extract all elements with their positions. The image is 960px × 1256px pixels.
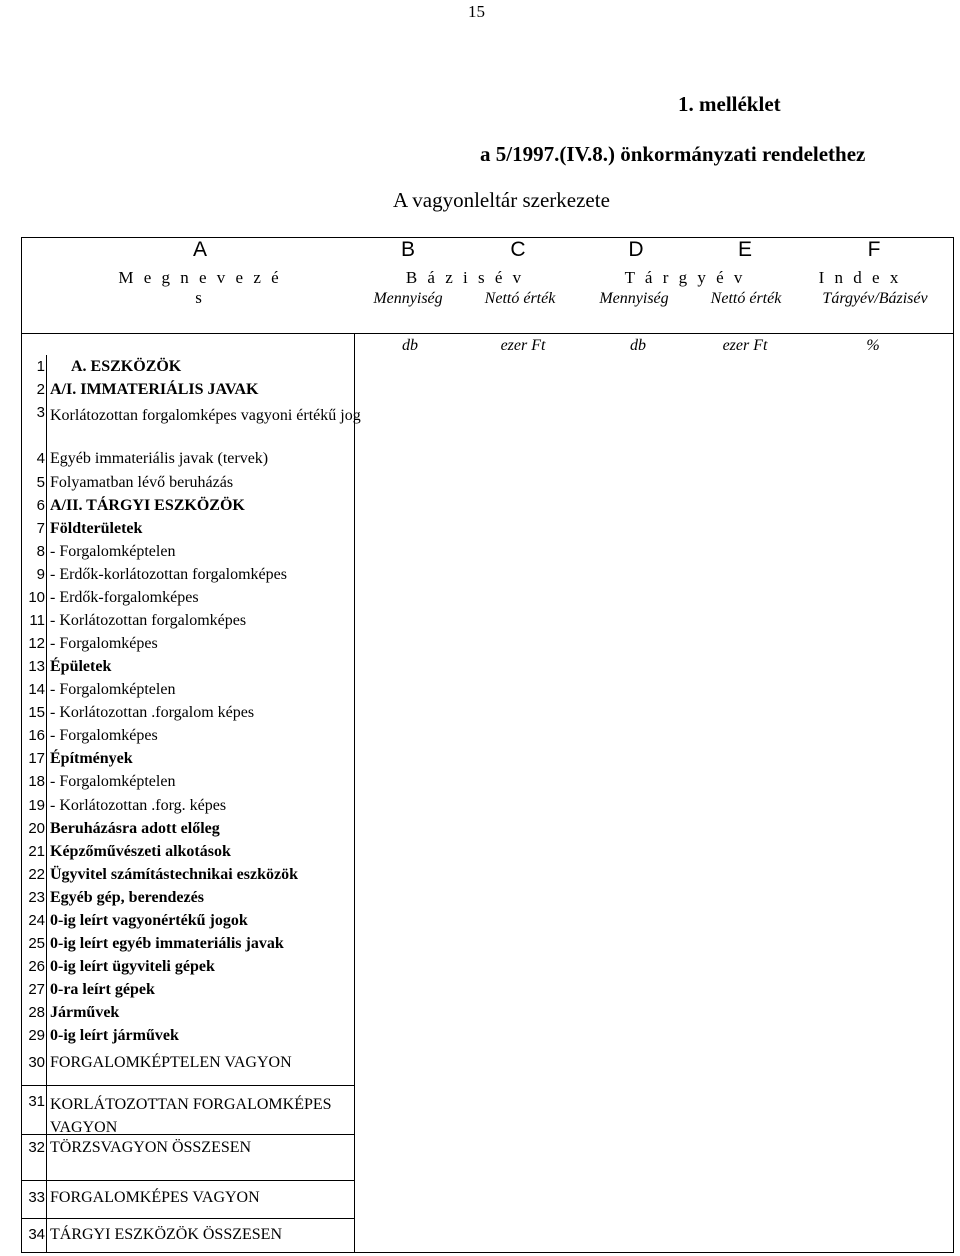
row-number: 20 <box>28 820 45 837</box>
column-letter-b: B <box>400 238 415 261</box>
row-number: 33 <box>28 1189 45 1206</box>
row-label: 0-ig leírt ügyviteli gépek <box>50 958 215 975</box>
row-number: 28 <box>28 1004 45 1021</box>
row-number: 19 <box>28 797 45 814</box>
row-number: 29 <box>28 1027 45 1044</box>
row-label: TÖRZSVAGYON ÖSSZESEN <box>50 1139 252 1156</box>
number-column-divider <box>46 355 47 1253</box>
row-number: 16 <box>28 727 45 744</box>
row-separator <box>21 1085 354 1086</box>
row-number: 23 <box>28 889 45 906</box>
row-label: - Forgalomképtelen <box>50 773 176 790</box>
row-label: 0-ig leírt járművek <box>50 1027 179 1044</box>
row-label: Járművek <box>50 1004 120 1021</box>
unit-index-percent: % <box>866 337 880 354</box>
row-number: 34 <box>28 1226 45 1243</box>
row-number: 5 <box>36 474 45 491</box>
row-number: 1 <box>36 358 45 375</box>
row-label: - Korlátozottan forgalomképes <box>50 612 247 629</box>
subheader-index-ratio: Tárgyév/Bázisév <box>822 290 928 307</box>
row-number: 32 <box>28 1139 45 1156</box>
column-letter-a: A <box>192 238 207 261</box>
row-number: 14 <box>28 681 45 698</box>
annex-label: 1. melléklet <box>678 92 781 116</box>
unit-base-net-value: ezer Ft <box>500 337 546 354</box>
header-bazis-ev: B á z i s é v <box>405 268 525 287</box>
row-number: 30 <box>28 1054 45 1071</box>
row-number: 9 <box>36 566 45 583</box>
row-label: Egyéb gép, berendezés <box>50 889 204 906</box>
row-label: Folyamatban lévő beruházás <box>50 474 234 491</box>
row-number: 7 <box>36 520 45 537</box>
column-letter-f: F <box>867 238 881 261</box>
row-label: Épületek <box>50 658 112 675</box>
row-label: - Forgalomképes <box>50 635 158 652</box>
row-separator <box>21 1218 354 1219</box>
row-number: 15 <box>28 704 45 721</box>
row-label: 0-ra leírt gépek <box>50 981 155 998</box>
column-letter-d: D <box>628 238 644 261</box>
row-number: 25 <box>28 935 45 952</box>
row-number: 27 <box>28 981 45 998</box>
row-number: 8 <box>36 543 45 560</box>
row-separator <box>21 1134 354 1135</box>
row-label: - Korlátozottan .forgalom képes <box>50 704 255 721</box>
header-index: I n d e x <box>818 268 902 287</box>
row-label: - Erdők-forgalomképes <box>50 589 199 606</box>
row-label: Korlátozottan forgalomképes vagyoni értékű jog <box>50 407 361 424</box>
decree-reference: a 5/1997.(IV.8.) önkormányzati rendelethez <box>480 142 866 166</box>
row-label: - Korlátozottan .forg. képes <box>50 797 227 814</box>
row-number: 24 <box>28 912 45 929</box>
row-number: 4 <box>36 450 45 467</box>
row-number: 6 <box>36 497 45 514</box>
row-label: Építmények <box>50 750 133 767</box>
row-number: 18 <box>28 773 45 790</box>
row-label: Egyéb immateriális javak (tervek) <box>50 450 269 467</box>
header-targy-ev: T á r g y é v <box>624 268 746 287</box>
row-label: FORGALOMKÉPES VAGYON <box>50 1189 260 1206</box>
row-label: - Forgalomképtelen <box>50 681 176 698</box>
row-separator <box>21 1180 354 1181</box>
row-label: - Forgalomképtelen <box>50 543 176 560</box>
row-number: 22 <box>28 866 45 883</box>
unit-current-quantity: db <box>630 337 646 354</box>
row-label: Képzőművészeti alkotások <box>50 843 231 860</box>
row-number: 11 <box>29 612 45 629</box>
row-label: - Erdők-korlátozottan forgalomképes <box>50 566 287 583</box>
header-megnevezes: M e g n e v e z é s <box>118 268 282 307</box>
row-number: 26 <box>28 958 45 975</box>
page-number: 15 <box>468 2 485 21</box>
unit-base-quantity: db <box>402 337 418 354</box>
row-label: TÁRGYI ESZKÖZÖK ÖSSZESEN <box>50 1226 282 1243</box>
row-label: 0-ig leírt vagyonértékű jogok <box>50 912 248 929</box>
row-label: A/I. IMMATERIÁLIS JAVAK <box>50 381 259 398</box>
row-number: 31 <box>28 1093 45 1110</box>
row-number: 12 <box>28 635 45 652</box>
document-title: A vagyonleltár szerkezete <box>393 188 610 212</box>
row-label: - Forgalomképes <box>50 727 158 744</box>
row-number: 21 <box>28 843 45 860</box>
unit-current-net-value: ezer Ft <box>722 337 768 354</box>
row-number: 10 <box>28 589 45 606</box>
row-number: 13 <box>28 658 45 675</box>
row-label: A/II. TÁRGYI ESZKÖZÖK <box>50 497 245 514</box>
row-label: 0-ig leírt egyéb immateriális javak <box>50 935 284 952</box>
row-label: Ügyvitel számítástechnikai eszközök <box>50 866 298 883</box>
row-label: FORGALOMKÉPTELEN VAGYON <box>50 1054 292 1071</box>
row-label: A. ESZKÖZÖK <box>71 358 182 375</box>
subheader-current-quantity: Mennyiség <box>599 290 669 307</box>
header-divider <box>21 333 954 334</box>
row-number: 17 <box>28 750 45 767</box>
row-number: 3 <box>36 404 45 421</box>
row-label: KORLÁTOZOTTAN FORGALOMKÉPES VAGYON <box>50 1096 332 1136</box>
column-letter-e: E <box>737 238 752 261</box>
row-number: 2 <box>36 381 45 398</box>
column-letter-c: C <box>510 238 526 261</box>
subheader-current-net-value: Nettó érték <box>710 290 782 307</box>
row-label: Földterületek <box>50 520 143 537</box>
subheader-base-quantity: Mennyiség <box>373 290 443 307</box>
row-label: Beruházásra adott előleg <box>50 820 220 837</box>
subheader-base-net-value: Nettó érték <box>484 290 556 307</box>
